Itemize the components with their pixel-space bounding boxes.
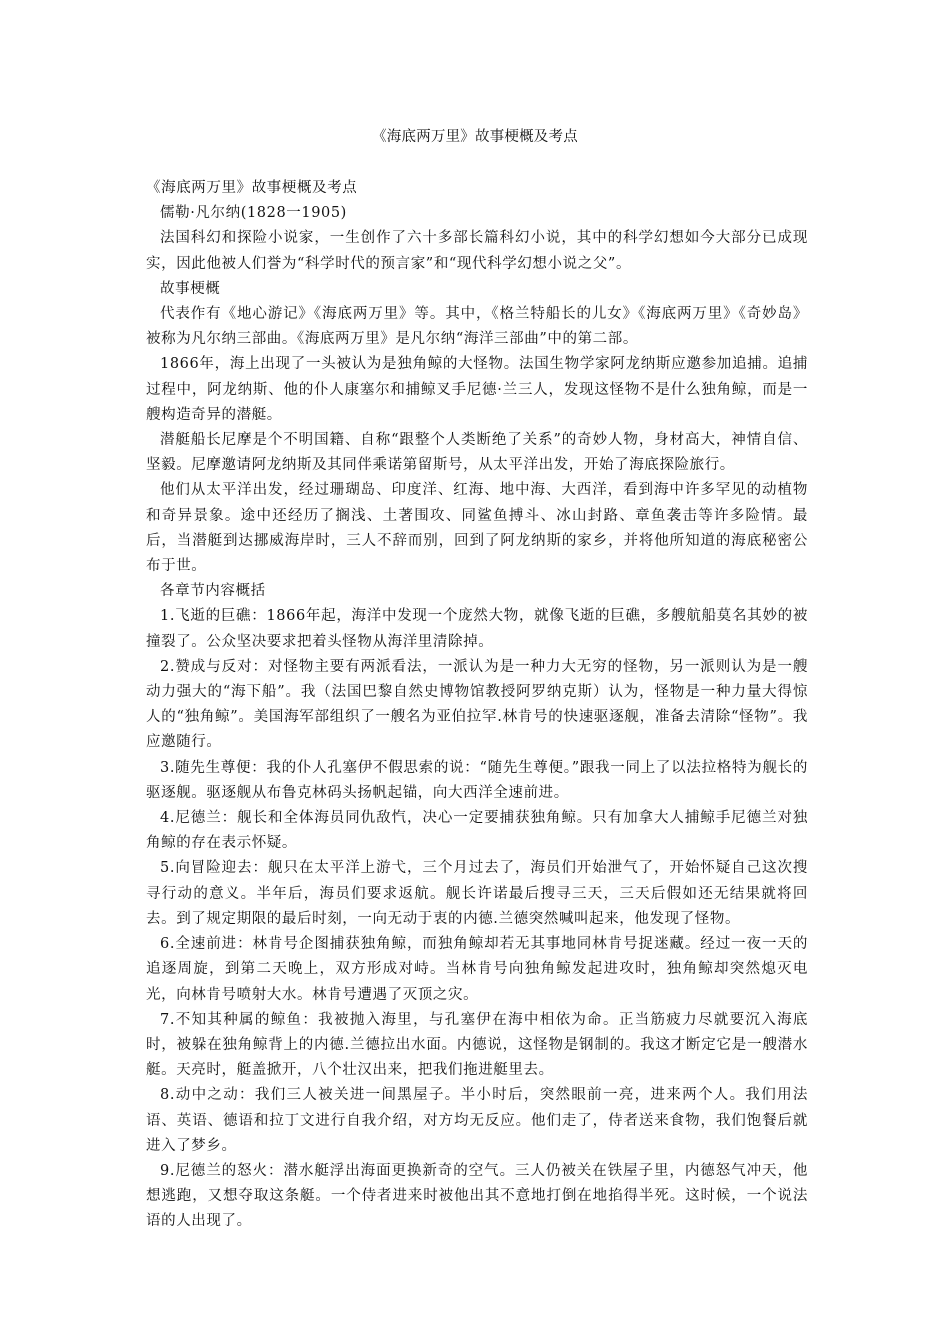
chapter-summary: 9.尼德兰的怒火：潜水艇浮出海面更换新奇的空气。三人仍被关在铁屋子里，内德怒气冲天，他想逃跑，又想夺取这条艇。一个侍者进来时被他出其不意地打倒在地掐得半死。这时候，一个说法语的人出现了。: [146, 1162, 808, 1230]
chapter-summary: 3.随先生尊便：我的仆人孔塞伊不假思索的说：“随先生尊便。”跟我一同上了以法拉格特为舰长的驱逐舰。驱逐舰从布鲁克林码头扬帆起锚，向大西洋全速前进。: [146, 759, 808, 801]
chapter-summary: 7.不知其种属的鲸鱼：我被抛入海里，与孔塞伊在海中相依为命。正当筋疲力尽就要沉入海底时，被躲在独角鲸背上的内德.兰德拉出水面。内德说，这怪物是钢制的。我这才断定它是一艘潜水艇。天亮时，艇盖掀开，八个壮汉出来，把我们拖进艇里去。: [146, 1011, 808, 1079]
page-title: 《海底两万里》故事梗概及考点: [372, 129, 578, 145]
body-heading: 《海底两万里》故事梗概及考点: [146, 180, 358, 196]
paragraph: 他们从太平洋出发，经过珊瑚岛、印度洋、红海、地中海、大西洋，看到海中许多罕见的动植物和奇异景象。途中还经历了搁浅、土著围攻、同鲨鱼搏斗、冰山封路、章鱼袭击等许多险情。最后，当潜艇到达挪威海岸时，三人不辞而别，回到了阿龙纳斯的家乡，并将他所知道的海底秘密公布于世。: [146, 482, 808, 575]
chapter-summary: 4.尼德兰：舰长和全体海员同仇敌忾，决心一定要捕获独角鲸。只有加拿大人捕鲸手尼德兰对独角鲸的存在表示怀疑。: [146, 810, 808, 852]
paragraph: 1866年，海上出现了一头被认为是独角鲸的大怪物。法国生物学家阿龙纳斯应邀参加追捕。追捕过程中，阿龙纳斯、他的仆人康塞尔和捕鲸叉手尼德·兰三人，发现这怪物不是什么独角鲸，而是一艘构造奇异的潜艇。: [146, 356, 808, 423]
chapter-summary: 1.飞逝的巨礁：1866年起，海洋中发现一个庞然大物，就像飞逝的巨礁，多艘航船莫名其妙的被撞裂了。公众坚决要求把着头怪物从海洋里清除掉。: [146, 608, 808, 650]
paragraph: 潜艇船长尼摩是个不明国籍、自称“跟整个人类断绝了关系”的奇妙人物，身材高大，神情自信、坚毅。尼摩邀请阿龙纳斯及其同伴乘诺第留斯号，从太平洋出发，开始了海底探险旅行。: [146, 432, 808, 474]
section-heading-chapters: 各章节内容概括: [160, 583, 266, 600]
chapter-summary: 8.动中之动：我们三人被关进一间黑屋子。半小时后，突然眼前一亮，进来两个人。我们用法语、英语、德语和拉丁文进行自我介绍，对方均无反应。他们走了，侍者送来食物，我们饱餐后就进入了梦乡。: [146, 1087, 808, 1154]
chapter-summary: 6.全速前进：林肯号企图捕获独角鲸，而独角鲸却若无其事地同林肯号捉迷藏。经过一夜一天的追逐周旋，到第二天晚上，双方形成对峙。当林肯号向独角鲸发起进攻时，独角鲸却突然熄灭电光，向林肯号喷射大水。林肯号遭遇了灭顶之灾。: [146, 936, 808, 1003]
paragraph: 代表作有《地心游记》《海底两万里》等。其中，《格兰特船长的儿女》《海底两万里》《奇妙岛》被称为凡尔纳三部曲。《海底两万里》是凡尔纳“海洋三部曲”中的第二部。: [146, 306, 808, 348]
author-bio-paragraph: 法国科幻和探险小说家，一生创作了六十多部长篇科幻小说，其中的科学幻想如今大部分已成现实，因此他被人们誉为“科学时代的预言家”和“现代科学幻想小说之父”。: [146, 230, 808, 272]
author-line: 儒勒·凡尔纳(1828一1905): [160, 205, 347, 222]
section-heading-summary: 故事梗概: [160, 280, 221, 297]
chapter-summary: 5.向冒险迎去：舰只在太平洋上游弋，三个月过去了，海员们开始泄气了，开始怀疑自己这次搜寻行动的意义。半年后，海员们要求返航。舰长许诺最后搜寻三天，三天后假如还无结果就将回去。到了规定期限的最后时刻，一向无动于衷的内德.兰德突然喊叫起来，他发现了怪物。: [146, 860, 808, 927]
document-body: [146, 176, 808, 1235]
chapter-summary: 2.赞成与反对：对怪物主要有两派看法，一派认为是一种力大无穷的怪物，另一派则认为是一艘动力强大的“海下船”。我（法国巴黎自然史博物馆教授阿罗纳克斯）认为，怪物是一种力量大得惊人的“独角鲸”。美国海军部组织了一艘名为亚伯拉罕.林肯号的快速驱逐舰，准备去清除“怪物”。我应邀随行。: [146, 658, 808, 751]
